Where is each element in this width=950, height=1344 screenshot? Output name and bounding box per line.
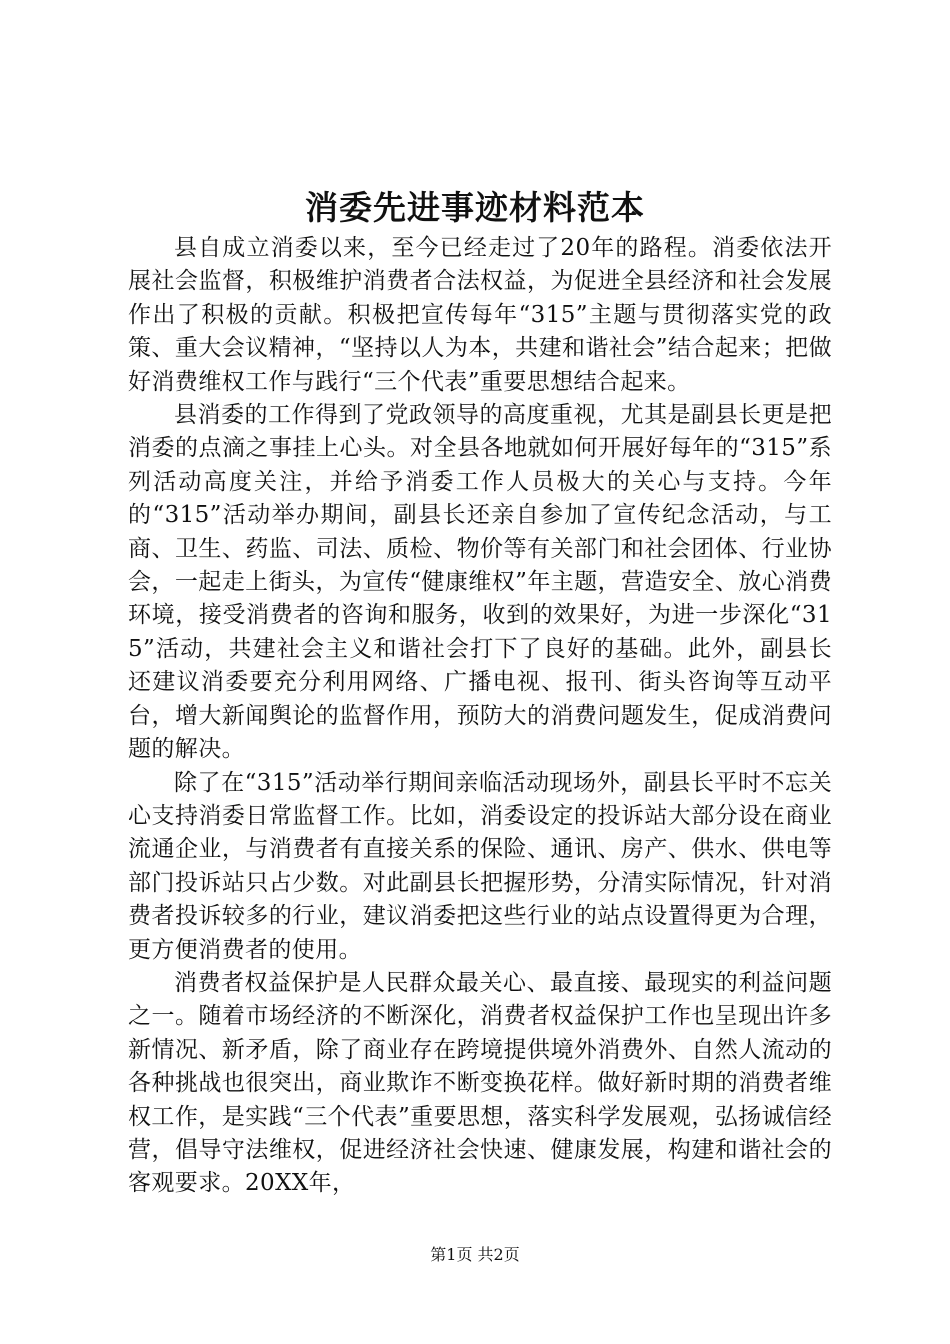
paragraph-2: 县消委的工作得到了党政领导的高度重视，尤其是副县长更是把消委的点滴之事挂上心头。对全县各地就如何开展好每年的“315”系列活动高度关注，并给予消委工作人员极大的关心与支持。今年的“315”活动举办期间，副县长还亲自参加了宣传纪念活动，与工商、卫生、药监、司法、质检、物价等有关部门和社会团体、行业协会，一起走上街头，为宣传“健康维权”年主题，营造安全、放心消费环境，接受消费者的咨询和服务，收到的效果好，为进一步深化“315”活动，共建社会主义和谐社会打下了良好的基础。此外，副县长还建议消委要充分利用网络、广播电视、报刊、街头咨询等互动平台，增大新闻舆论的监督作用，预防大的消费问题发生，促成消费问题的解决。 bbox=[128, 402, 832, 763]
paragraph-3: 除了在“315”活动举行期间亲临活动现场外，副县长平时不忘关心支持消委日常监督工作。比如，消委设定的投诉站大部分设在商业流通企业，与消费者有直接关系的保险、通讯、房产、供水、供电等部门投诉站只占少数。对此副县长把握形势，分清实际情况，针对消费者投诉较多的行业，建议消委把这些行业的站点设置得更为合理，更方便消费者的使用。 bbox=[128, 769, 832, 963]
paragraph-1: 县自成立消委以来，至今已经走过了20年的路程。消委依法开展社会监督，积极维护消费者合法权益，为促进全县经济和社会发展作出了积极的贡献。积极把宣传每年“315”主题与贯彻落实党的政策、重大会议精神，“坚持以人为本，共建和谐社会”结合起来；把做好消费维权工作与践行“三个代表”重要思想结合起来。 bbox=[128, 235, 832, 395]
document-body bbox=[128, 232, 832, 1201]
page-footer: 第1页 共2页 bbox=[430, 1245, 520, 1264]
document-title: 消委先进事迹材料范本 bbox=[305, 188, 645, 227]
paragraph-4: 消费者权益保护是人民群众最关心、最直接、最现实的利益问题之一。随着市场经济的不断深化，消费者权益保护工作也呈现出许多新情况、新矛盾，除了商业存在跨境提供境外消费外、自然人流动的各种挑战也很突出，商业欺诈不断变换花样。做好新时期的消费者维权工作，是实践“三个代表”重要思想，落实科学发展观，弘扬诚信经营，倡导守法维权，促进经济社会快速、健康发展，构建和谐社会的客观要求。20XX年， bbox=[128, 969, 832, 1197]
